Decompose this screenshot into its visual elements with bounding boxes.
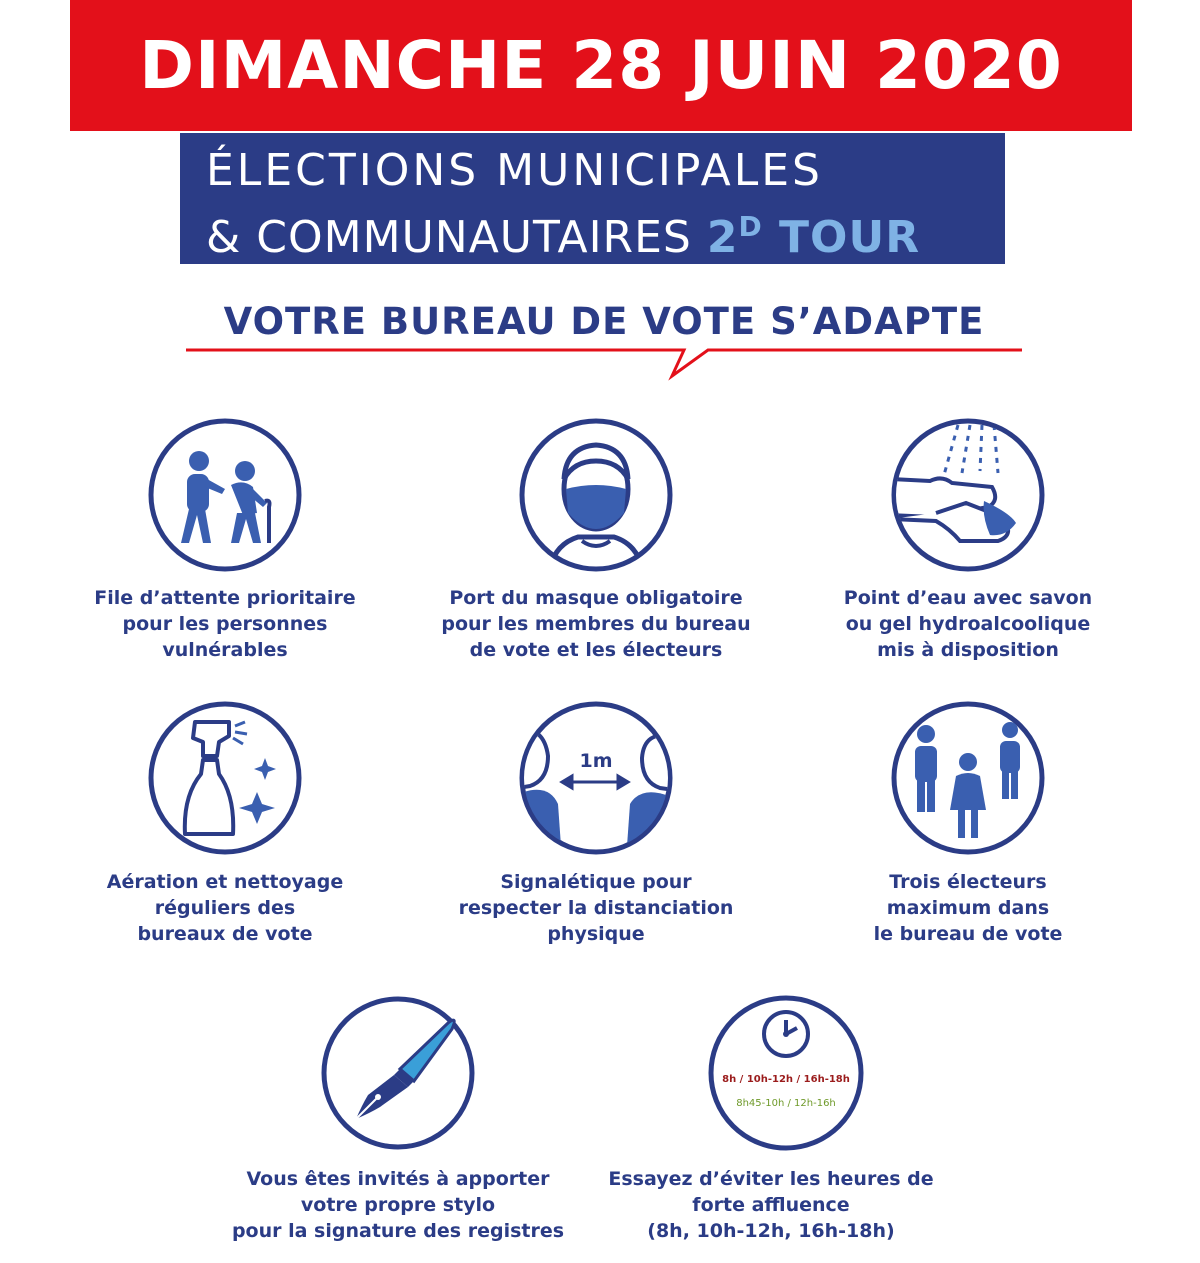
spray-cleaning-icon: [147, 700, 303, 856]
caption-mask: Port du masque obligatoire pour les membres du bureau de vote et les électeurs: [441, 587, 751, 661]
title-line-1: ÉLECTIONS MUNICIPALES: [206, 145, 823, 196]
quiet-hours: 8h45-10h / 12h-16h: [736, 1098, 836, 1109]
subtitle: VOTRE BUREAU DE VOTE S’ADAPTE: [223, 300, 985, 343]
clock-icon: [707, 994, 865, 1152]
social-distance-icon: [518, 700, 674, 856]
distance-label: 1m: [579, 750, 613, 772]
caption-own-pen: Vous êtes invités à apporter votre propre stylo pour la signature des registres: [231, 1168, 565, 1242]
caption-cleaning: Aération et nettoyage réguliers des bureaux de vote: [106, 871, 344, 945]
date-banner: DIMANCHE 28 JUIN 2020: [70, 0, 1132, 131]
face-mask-icon: [518, 417, 674, 573]
tour-label: $2^D$ TOUR: [706, 210, 921, 263]
hand-washing-icon: [890, 417, 1046, 573]
caption-three-voters: Trois électeurs maximum dans le bureau de vote: [873, 871, 1063, 945]
fountain-pen-icon: [320, 995, 476, 1151]
title-line-2: [206, 199, 979, 266]
three-people-icon: [890, 700, 1046, 856]
caption-peak-hours: Essayez d’éviter les heures de forte affluence (8h, 10h-12h, 16h-18h): [608, 1168, 934, 1242]
elderly-people-icon: [147, 417, 303, 573]
caption-distancing: Signalétique pour respecter la distanciation physique: [458, 871, 734, 945]
title-communautaires: & COMMUNAUTAIRES: [206, 212, 692, 263]
caption-priority-queue: File d’attente prioritaire pour les personnes vulnérables: [94, 587, 356, 661]
caption-water-point: Point d’eau avec savon ou gel hydroalcoolique mis à disposition: [843, 587, 1093, 661]
speech-underline: [186, 346, 1022, 386]
election-title: [180, 133, 1005, 264]
peak-hours: 8h / 10h-12h / 16h-18h: [722, 1074, 850, 1085]
